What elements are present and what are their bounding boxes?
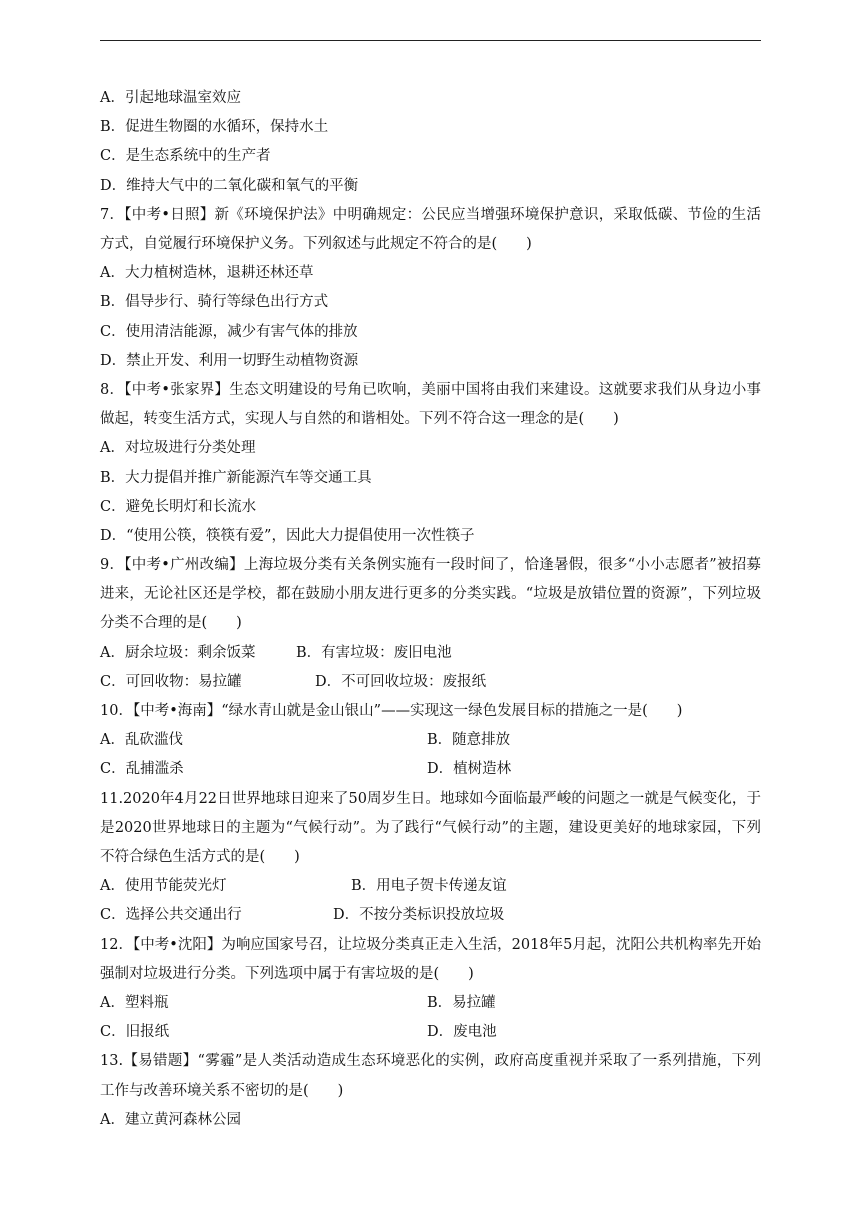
q6-option-a: A．引起地球温室效应 [100, 90, 241, 106]
q9-option-a: A．厨余垃圾：剩余饭菜 [100, 644, 256, 661]
q10-option-b: B．随意排放 [427, 732, 511, 749]
q9-stem: 9．【中考•广州改编】上海垃圾分类有关条例实施有一段时间了，恰逢暑假，很多“小小志愿者”被招募进来，无论社区还是学校，都在鼓励小朋友进行更多的分类实践。“垃圾是放错位置的资源”，下列垃圾分类不合理的是( ) [100, 557, 761, 632]
q10-option-d: D．植树造林 [427, 761, 512, 778]
q9-options-row-2 [100, 668, 761, 697]
q11-options-row-2 [100, 901, 761, 930]
q7-stem: 7．【中考•日照】新《环境保护法》中明确规定：公民应当增强环境保护意识，采取低碳、节俭的生活方式，自觉履行环境保护义务。下列叙述与此规定不符合的是( ) [100, 206, 761, 252]
q11-options-row-1 [100, 872, 761, 901]
q11-option-c: C．选择公共交通出行 [100, 907, 242, 924]
q12-option-d: D．废电池 [427, 1024, 497, 1041]
q9-options-row-1 [100, 639, 761, 668]
q7-option-a: A．大力植树造林，退耕还林还草 [100, 265, 314, 282]
q11-option-d: D．不按分类标识投放垃圾 [333, 907, 505, 924]
q10-option-c: C．乱捕滥杀 [100, 761, 184, 778]
q12-option-a: A．塑料瓶 [100, 995, 169, 1011]
q12-options-row-2 [100, 1018, 761, 1047]
q7-option-d: D．禁止开发、利用一切野生动植物资源 [100, 352, 359, 369]
q13-stem: 13.【易错题】“雾霾”是人类活动造成生态环境恶化的实例，政府高度重视并采取了一系列措施，下列工作与改善环境关系不密切的是( ) [100, 1053, 761, 1099]
q6-option-d: D．维持大气中的二氧化碳和氧气的平衡 [100, 177, 359, 194]
q8-option-d: D．“使用公筷，筷筷有爱”，因此大力提倡使用一次性筷子 [100, 527, 475, 544]
header-rule [100, 40, 761, 41]
q9-option-b: B．有害垃圾：废旧电池 [296, 644, 452, 661]
question-sheet [100, 84, 761, 1135]
q10-options-row-1 [100, 726, 761, 755]
q12-stem: 12．【中考•沈阳】为响应国家号召，让垃圾分类真正走入生活，2018年5月起，沈阳公共机构率先开始强制对垃圾进行分类。下列选项中属于有害垃圾的是( ) [100, 936, 761, 982]
q10-stem: 10．【中考•海南】“绿水青山就是金山银山”——实现这一绿色发展目标的措施之一是( ) [100, 703, 683, 720]
q10-options-row-2 [100, 755, 761, 784]
q8-option-b: B．大力提倡并推广新能源汽车等交通工具 [100, 469, 372, 486]
q7-option-c: C．使用清洁能源，减少有害气体的排放 [100, 323, 358, 340]
q8-option-c: C．避免长明灯和长流水 [100, 498, 257, 515]
q11-option-a: A．使用节能荧光灯 [100, 878, 227, 895]
q11-option-b: B．用电子贺卡传递友谊 [351, 878, 507, 895]
q7-option-b: B．倡导步行、骑行等绿色出行方式 [100, 294, 329, 311]
q12-option-b: B．易拉罐 [427, 995, 496, 1011]
q6-option-b: B．促进生物圈的水循环，保持水土 [100, 119, 329, 136]
q9-option-d: D．不可回收垃圾：废报纸 [315, 673, 487, 690]
q8-stem: 8．【中考•张家界】生态文明建设的号角已吹响，美丽中国将由我们来建设。这就要求我们从身边小事做起，转变生活方式，实现人与自然的和谐相处。下列不符合这一理念的是( ) [100, 381, 761, 428]
q12-option-c: C．旧报纸 [100, 1024, 170, 1041]
q9-option-c: C．可回收物：易拉罐 [100, 673, 242, 690]
q6-option-c: C．是生态系统中的生产者 [100, 148, 271, 165]
q8-option-a: A．对垃圾进行分类处理 [100, 440, 256, 457]
q11-stem: 11.2020年4月22日世界地球日迎来了50周岁生日。地球如今面临最严峻的问题之一就是气候变化，于是2020世界地球日的主题为“气候行动”。为了践行“气候行动”的主题，建设更美好的地球家园，下列不符合绿色生活方式的是( ) [100, 790, 761, 866]
q13-option-a: A．建立黄河森林公园 [100, 1111, 241, 1128]
q10-option-a: A．乱砍滥伐 [100, 732, 183, 749]
q12-options-row-1 [100, 989, 761, 1018]
